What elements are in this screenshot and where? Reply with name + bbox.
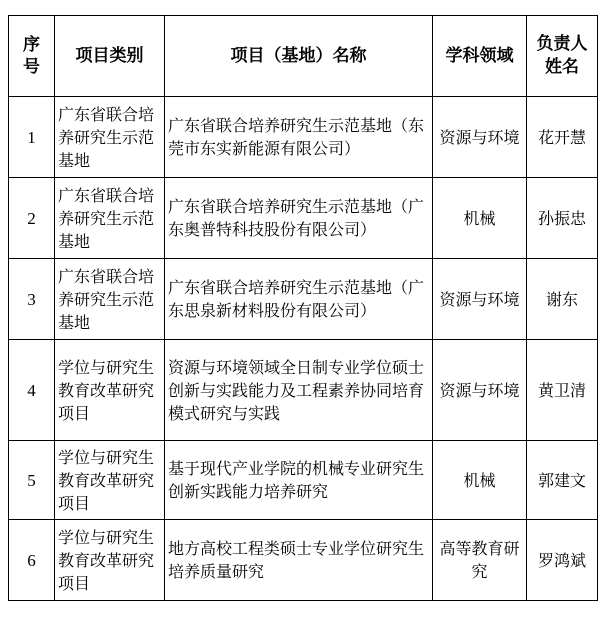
cell-name: 广东省联合培养研究生示范基地（广东奥普特科技股份有限公司）: [165, 178, 433, 259]
cell-leader: 郭建文: [527, 441, 598, 520]
cell-field: 资源与环境: [433, 340, 527, 441]
cell-seq: 3: [9, 259, 55, 340]
cell-name: 基于现代产业学院的机械专业研究生创新实践能力培养研究: [165, 441, 433, 520]
cell-name: 广东省联合培养研究生示范基地（东莞市东实新能源有限公司）: [165, 97, 433, 178]
header-field: 学科领域: [433, 16, 527, 97]
cell-category: 广东省联合培养研究生示范基地: [55, 259, 165, 340]
cell-leader: 孙振忠: [527, 178, 598, 259]
cell-seq: 5: [9, 441, 55, 520]
header-name: 项目（基地）名称: [165, 16, 433, 97]
cell-seq: 4: [9, 340, 55, 441]
cell-leader: 花开慧: [527, 97, 598, 178]
cell-field: 机械: [433, 178, 527, 259]
cell-seq: 1: [9, 97, 55, 178]
cell-category: 广东省联合培养研究生示范基地: [55, 178, 165, 259]
cell-seq: 6: [9, 520, 55, 601]
cell-field: 资源与环境: [433, 97, 527, 178]
cell-seq: 2: [9, 178, 55, 259]
table-row: [9, 97, 598, 178]
header-category: 项目类别: [55, 16, 165, 97]
cell-field: 高等教育研究: [433, 520, 527, 601]
cell-category: 学位与研究生教育改革研究项目: [55, 441, 165, 520]
cell-field: 资源与环境: [433, 259, 527, 340]
table-row: [9, 340, 598, 441]
cell-category: 学位与研究生教育改革研究项目: [55, 520, 165, 601]
header-seq: 序号: [9, 16, 55, 97]
cell-leader: 黄卫清: [527, 340, 598, 441]
table-row: [9, 178, 598, 259]
header-row: [9, 16, 598, 97]
table-row: [9, 259, 598, 340]
project-table: [8, 15, 598, 601]
table-row: [9, 441, 598, 520]
cell-category: 学位与研究生教育改革研究项目: [55, 340, 165, 441]
cell-name: 广东省联合培养研究生示范基地（广东思泉新材料股份有限公司）: [165, 259, 433, 340]
cell-category: 广东省联合培养研究生示范基地: [55, 97, 165, 178]
cell-name: 资源与环境领域全日制专业学位硕士创新与实践能力及工程素养协同培育模式研究与实践: [165, 340, 433, 441]
cell-leader: 谢东: [527, 259, 598, 340]
table-row: [9, 520, 598, 601]
cell-field: 机械: [433, 441, 527, 520]
header-leader: 负责人姓名: [527, 16, 598, 97]
cell-leader: 罗鸿斌: [527, 520, 598, 601]
cell-name: 地方高校工程类硕士专业学位研究生培养质量研究: [165, 520, 433, 601]
